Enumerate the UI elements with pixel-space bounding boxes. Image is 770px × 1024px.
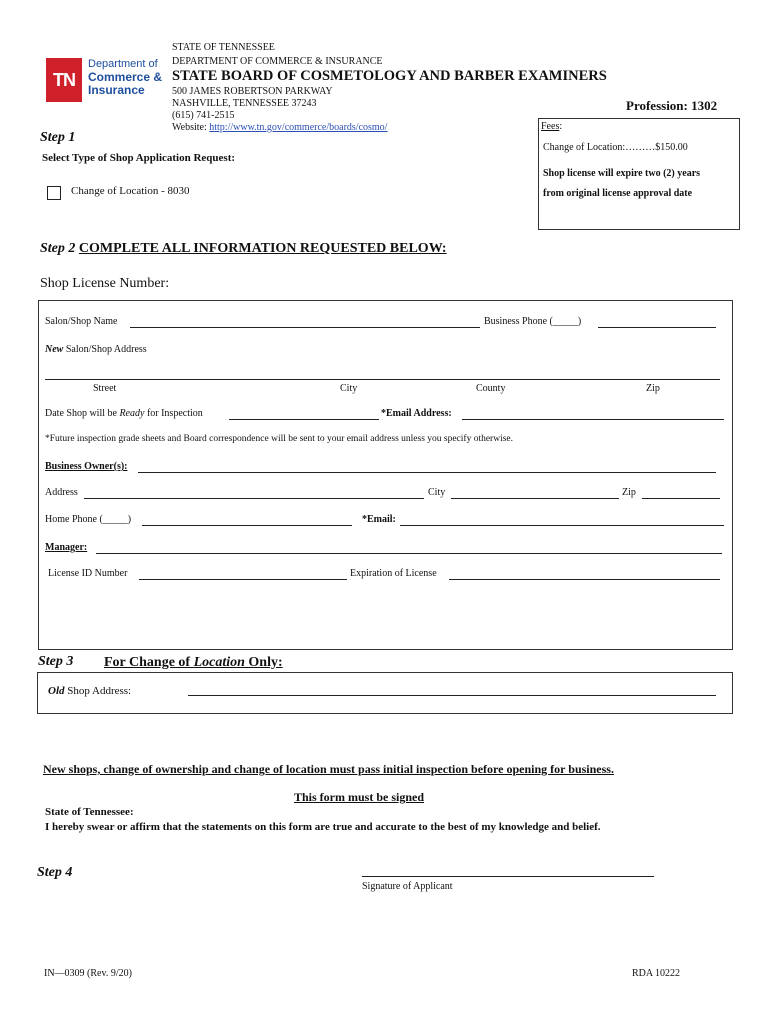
old-address-box: [37, 672, 733, 714]
step2-title: COMPLETE ALL INFORMATION REQUESTED BELOW:: [78, 241, 447, 256]
profession-code: Profession: 1302: [626, 98, 718, 113]
step1-select-label: Select Type of Shop Application Request:: [42, 152, 236, 164]
department-heading: DEPARTMENT OF COMMERCE & INSURANCE: [172, 56, 383, 67]
business-phone-label: Business Phone (_____): [484, 316, 582, 327]
step4-label: Step 4: [37, 865, 73, 880]
owner-email-label: *Email:: [362, 514, 396, 525]
salon-name-label: Salon/Shop Name: [45, 316, 118, 327]
owner-address-field[interactable]: [84, 498, 424, 499]
license-expire-line-1: Shop license will expire two (2) years: [543, 168, 701, 179]
email-address-field[interactable]: [462, 419, 724, 420]
county-caption: County: [476, 383, 506, 394]
date-ready-field[interactable]: [229, 419, 379, 420]
owner-city-label: City: [428, 487, 446, 498]
owner-city-field[interactable]: [451, 498, 619, 499]
step3-title: For Change of Location Only:: [104, 655, 283, 670]
license-id-field[interactable]: [139, 579, 347, 580]
state-of-tennessee-label: State of Tennessee:: [45, 806, 134, 818]
old-address-label: Old Shop Address:: [48, 685, 132, 697]
fees-label: Fees:: [541, 121, 563, 132]
business-owners-label: Business Owner(s):: [45, 461, 128, 472]
logo-wordmark: [88, 58, 162, 97]
owner-zip-field[interactable]: [642, 498, 720, 499]
step1-title: Step 1: [40, 130, 76, 145]
home-phone-field[interactable]: [142, 525, 352, 526]
expiration-label: Expiration of License: [350, 568, 437, 579]
home-phone-label: Home Phone (_____): [45, 514, 132, 525]
tn-commerce-insurance-logo: [46, 58, 172, 104]
license-expire-line-2: from original license approval date: [543, 188, 693, 199]
logo-insurance-text: Insurance: [88, 83, 145, 97]
manager-field[interactable]: [96, 553, 722, 554]
change-of-location-option: Change of Location - 8030: [71, 185, 190, 197]
new-address-label: New Salon/Shop Address: [45, 344, 147, 355]
signature-caption: Signature of Applicant: [362, 881, 453, 892]
state-heading: STATE OF TENNESSEE: [172, 42, 275, 53]
logo-commerce-text: Commerce &: [88, 70, 163, 84]
future-correspondence-note: *Future inspection grade sheets and Board correspondence will be sent to your email address unless you specify otherwise.: [45, 434, 514, 444]
owner-email-field[interactable]: [400, 525, 724, 526]
signature-field[interactable]: [362, 876, 654, 877]
website-line: [172, 122, 387, 133]
owner-address-label: Address: [45, 487, 78, 498]
step2-label: Step 2: [40, 241, 76, 256]
form-id: IN—0309 (Rev. 9/20): [44, 968, 132, 979]
new-address-field[interactable]: [45, 379, 720, 380]
owner-zip-label: Zip: [622, 487, 636, 498]
step3-label: Step 3: [38, 654, 74, 669]
website-label: Website:: [172, 122, 207, 133]
affirmation-statement: I hereby swear or affirm that the statements on this form are true and accurate to the best of my knowledge and belief.: [45, 821, 601, 833]
rda-number: RDA 10222: [632, 968, 681, 979]
change-of-location-checkbox[interactable]: [47, 186, 61, 200]
fee-change-of-location: Change of Location:………$150.00: [543, 142, 688, 153]
board-phone: (615) 741-2515: [172, 110, 235, 121]
tn-logo-mark: TN: [46, 58, 82, 102]
address-line-1: 500 JAMES ROBERTSON PARKWAY: [172, 86, 333, 97]
business-owners-field[interactable]: [138, 472, 716, 473]
city-caption: City: [340, 383, 358, 394]
shop-license-number-label: Shop License Number:: [40, 276, 170, 291]
salon-name-field[interactable]: [130, 327, 480, 328]
date-ready-label: Date Shop will be Ready for Inspection: [45, 408, 203, 419]
board-title: STATE BOARD OF COSMETOLOGY AND BARBER EXAMINERS: [172, 68, 607, 84]
expiration-field[interactable]: [449, 579, 720, 580]
logo-dept-text: Department of: [88, 58, 158, 70]
business-phone-field[interactable]: [598, 327, 716, 328]
manager-label: Manager:: [45, 542, 88, 553]
license-id-label: License ID Number: [48, 568, 128, 579]
inspection-notice: New shops, change of ownership and change of location must pass initial inspection before opening for business.: [43, 762, 614, 776]
website-link[interactable]: http://www.tn.gov/commerce/boards/cosmo/: [209, 122, 388, 133]
email-address-label: *Email Address:: [381, 408, 452, 419]
address-line-2: NASHVILLE, TENNESSEE 37243: [172, 98, 317, 109]
must-sign-notice: This form must be signed: [294, 790, 425, 804]
step2-heading: [40, 241, 447, 257]
old-address-field[interactable]: [188, 695, 716, 696]
street-caption: Street: [93, 383, 117, 394]
zip-caption: Zip: [646, 383, 660, 394]
